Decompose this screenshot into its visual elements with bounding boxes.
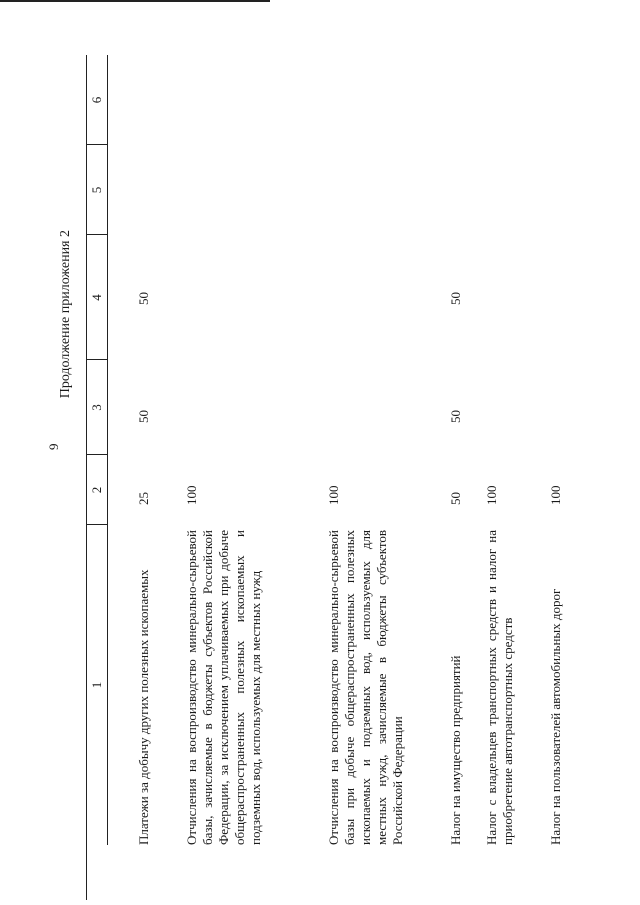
- header-col-5: 5: [89, 186, 104, 194]
- header-col-4: 4: [89, 294, 104, 301]
- continuation-title: Продолжение приложения 2: [58, 230, 73, 399]
- table-row-value: 50: [448, 292, 463, 305]
- table-row-value: 25: [136, 492, 151, 505]
- table-row-value: 50: [136, 410, 151, 423]
- page-number: 9: [46, 443, 61, 450]
- table-row-name: Налог с владельцев транспортных средств и налог на приобретение автотранспортных средств: [484, 530, 515, 845]
- header-col-6: 6: [89, 96, 104, 104]
- table-row-name: Отчисления на воспроизводство минерально-сырьевой базы, зачисляемые в бюджеты субъектов Российской Федерации, за исключением уплачиваемых при добыче общераспространенных полезных ископаемых и подземных вод, используемых для местных нужд: [184, 530, 263, 845]
- table-row-value: 50: [448, 410, 463, 423]
- table-row-name: Платежи за добычу других полезных ископаемых: [136, 569, 151, 845]
- table-row-value: 50: [136, 292, 151, 305]
- table-row-name: Налог на имущество предприятий: [448, 655, 463, 845]
- table-row-name: Отчисления на воспроизводство минерально-сырьевой базы при добыче общераспространенных полезных ископаемых и подземных вод, используемых для местных нужд, зачисляемые в бюджеты субъектов Российской Федерации: [326, 530, 405, 845]
- table-row-name: Налог на пользователей автомобильных дорог: [548, 588, 563, 845]
- table-row-value: 100: [326, 485, 341, 505]
- header-col-3: 3: [89, 404, 104, 411]
- header-col-2: 2: [89, 486, 104, 494]
- header-bottom-line: [107, 55, 108, 845]
- table-row-value: 100: [484, 485, 499, 505]
- table-row-value: 50: [448, 492, 463, 505]
- table-row-value: 100: [548, 485, 563, 505]
- header-col-1: 1: [89, 681, 104, 689]
- table-row-value: 100: [184, 485, 199, 505]
